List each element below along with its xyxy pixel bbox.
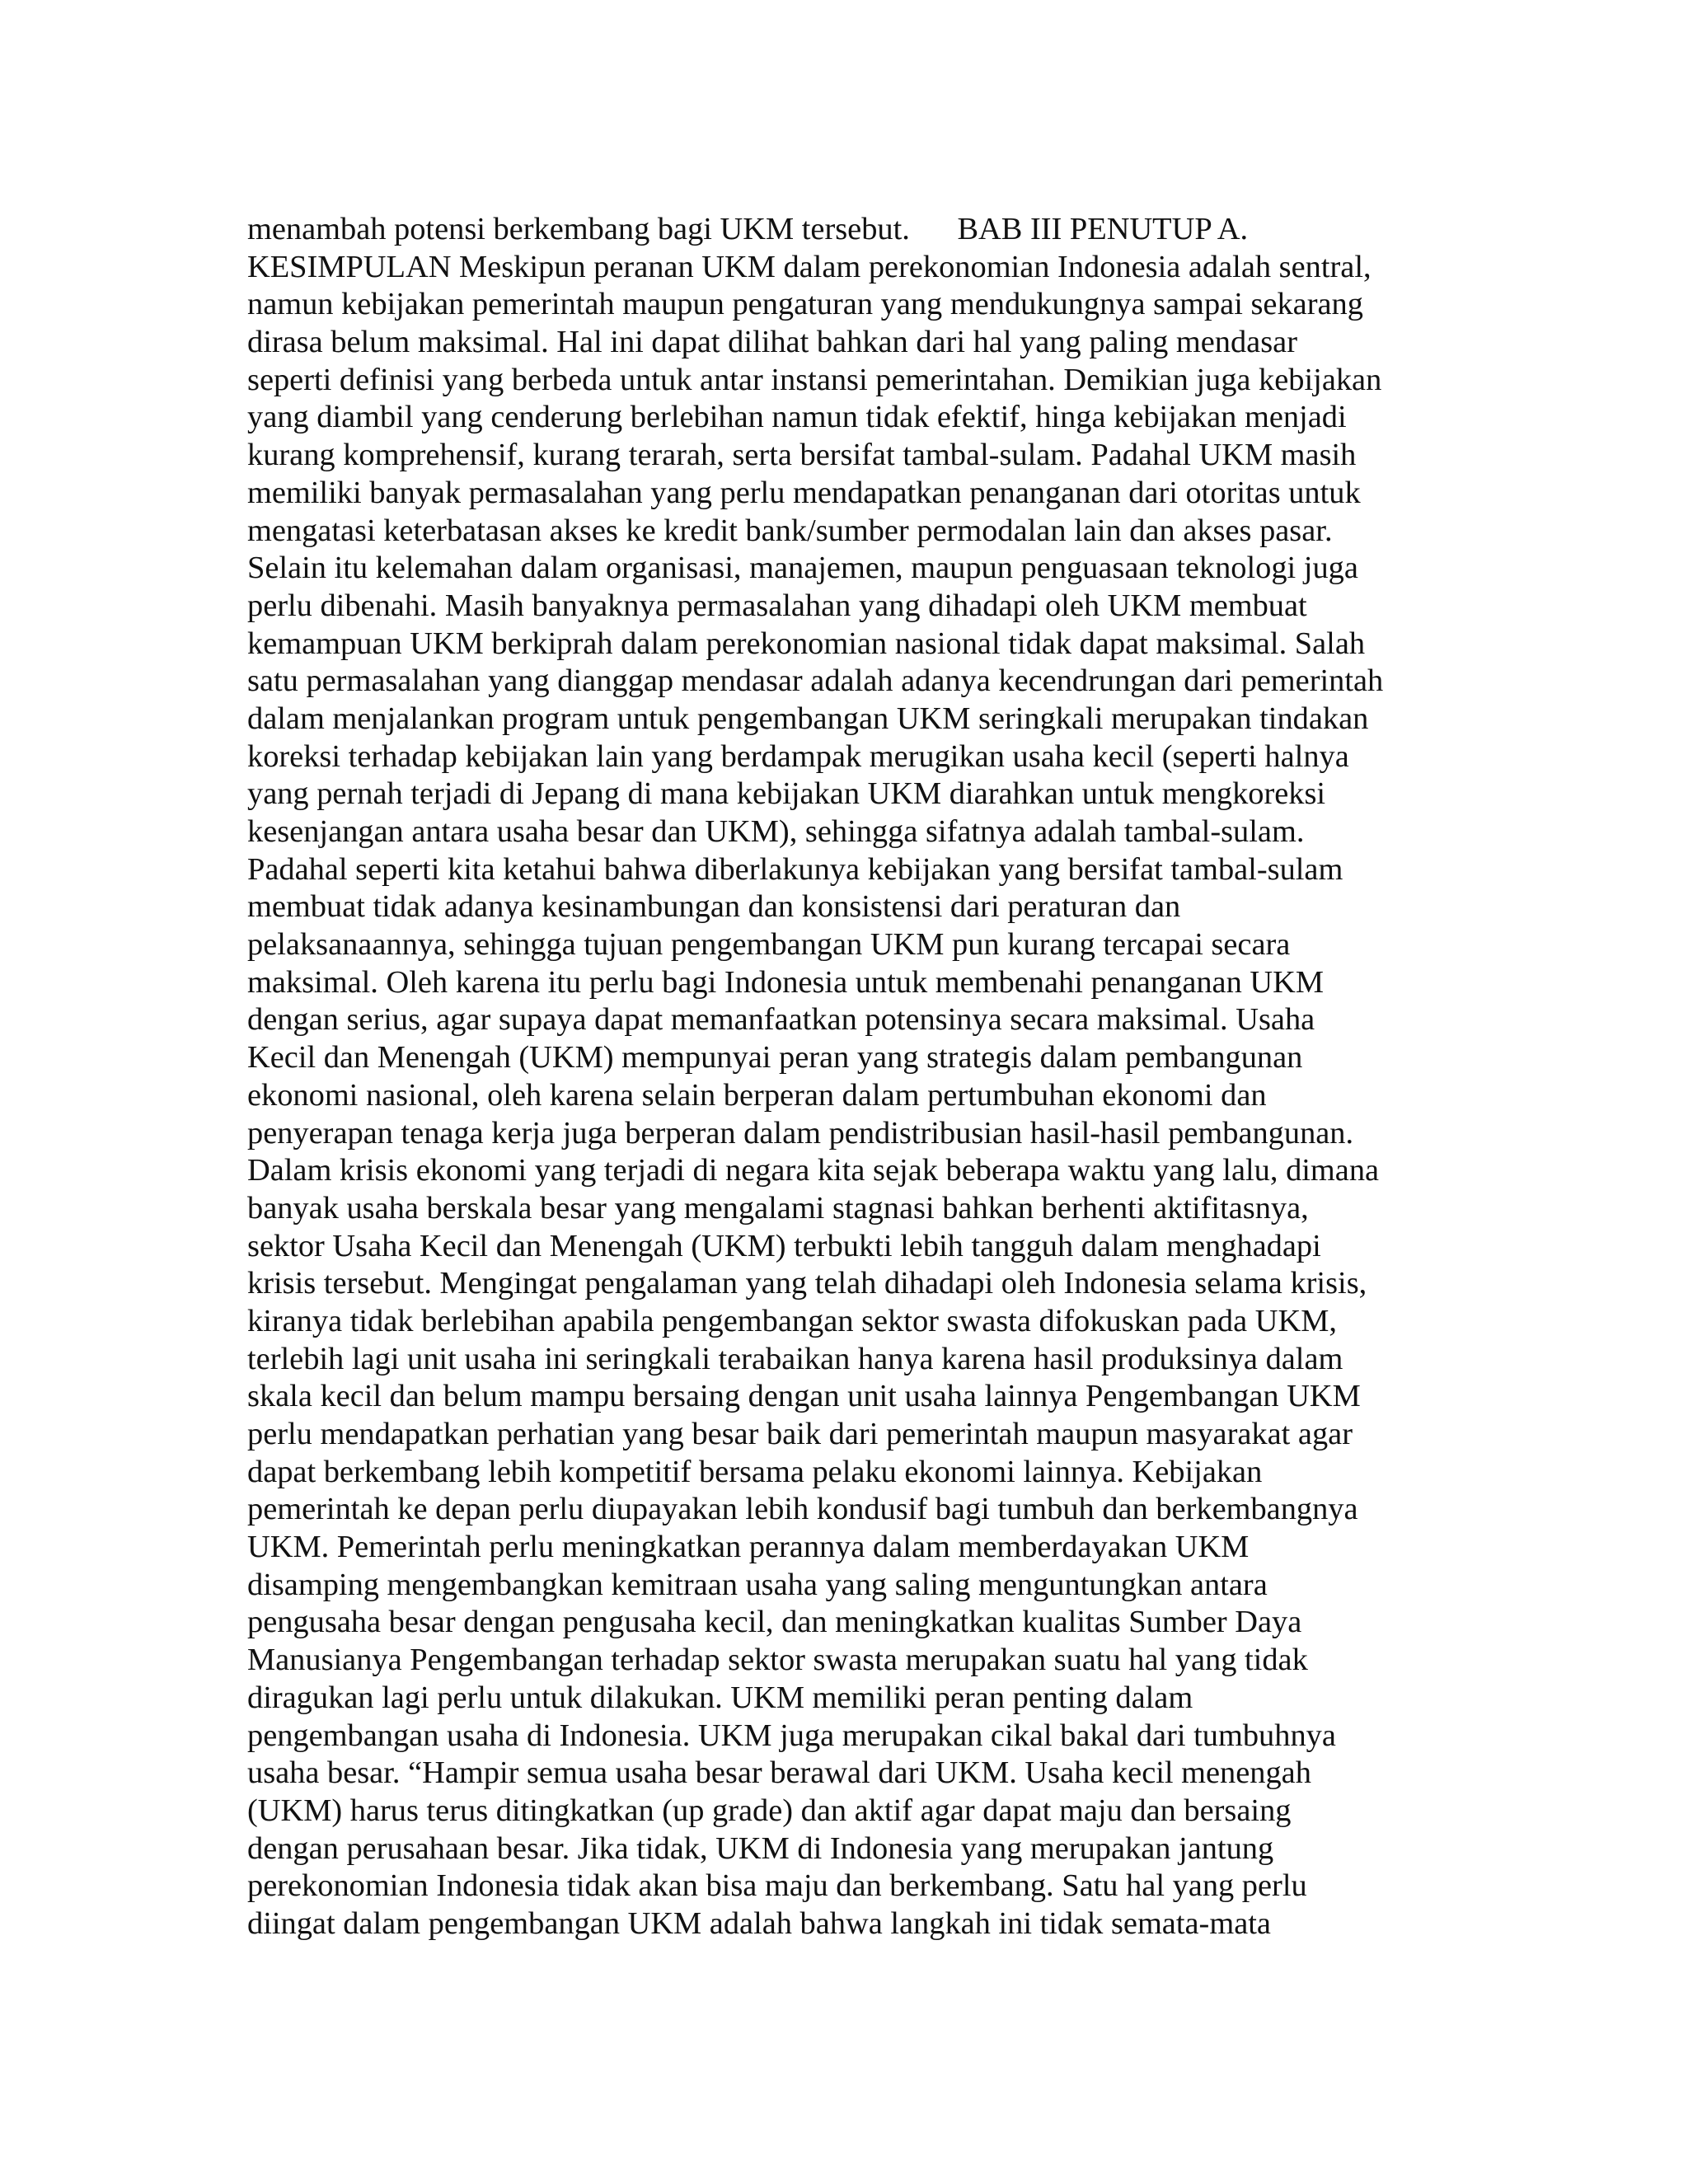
text-line: disamping mengembangkan kemitraan usaha yang saling menguntungkan antara [247, 1567, 1268, 1602]
text-line: dirasa belum maksimal. Hal ini dapat dilihat bahkan dari hal yang paling mendasar [247, 325, 1297, 360]
text-line: Manusianya Pengembangan terhadap sektor swasta merupakan suatu hal yang tidak [247, 1643, 1308, 1678]
text-line: namun kebijakan pemerintah maupun pengaturan yang mendukungnya sampai sekarang [247, 287, 1363, 322]
text-line: kemampuan UKM berkiprah dalam perekonomian nasional tidak dapat maksimal. Salah [247, 626, 1366, 661]
text-line: perekonomian Indonesia tidak akan bisa maju dan berkembang. Satu hal yang perlu [247, 1868, 1307, 1904]
text-line: dengan serius, agar supaya dapat memanfaatkan potensinya secara maksimal. Usaha [247, 1002, 1315, 1038]
text-line: Kecil dan Menengah (UKM) mempunyai peran yang strategis dalam pembangunan [247, 1040, 1303, 1076]
text-line: Selain itu kelemahan dalam organisasi, manajemen, maupun penguasaan teknologi juga [247, 551, 1358, 586]
text-line: KESIMPULAN Meskipun peranan UKM dalam perekonomian Indonesia adalah sentral, [247, 249, 1372, 284]
text-line: pemerintah ke depan perlu diupayakan lebih kondusif bagi tumbuh dan berkembangnya [247, 1492, 1358, 1527]
text-line: membuat tidak adanya kesinambungan dan konsistensi dari peraturan dan [247, 889, 1181, 925]
text-line: yang diambil yang cenderung berlebihan namun tidak efektif, hinga kebijakan menjadi [247, 400, 1347, 435]
text-line: skala kecil dan belum mampu bersaing dengan unit usaha lainnya Pengembangan UKM [247, 1379, 1361, 1414]
text-line: Padahal seperti kita ketahui bahwa diberlakunya kebijakan yang bersifat tambal-sulam [247, 851, 1343, 887]
text-line: kiranya tidak berlebihan apabila pengembangan sektor swasta difokuskan pada UKM, [247, 1303, 1337, 1338]
text-line: usaha besar. “Hampir semua usaha besar berawal dari UKM. Usaha kecil menengah [247, 1755, 1311, 1791]
text-line: yang pernah terjadi di Jepang di mana kebijakan UKM diarahkan untuk mengkoreksi [247, 776, 1326, 812]
text-line: dapat berkembang lebih kompetitif bersama pelaku ekonomi lainnya. Kebijakan [247, 1454, 1263, 1489]
text-line: pengusaha besar dengan pengusaha kecil, dan meningkatkan kualitas Sumber Daya [247, 1605, 1302, 1640]
text-line: dengan perusahaan besar. Jika tidak, UKM di Indonesia yang merupakan jantung [247, 1830, 1274, 1866]
text-line: diragukan lagi perlu untuk dilakukan. UKM memiliki peran penting dalam [247, 1680, 1193, 1715]
text-line: kurang komprehensif, kurang terarah, serta bersifat tambal-sulam. Padahal UKM masih [247, 438, 1357, 473]
text-line: pengembangan usaha di Indonesia. UKM juga merupakan cikal bakal dari tumbuhnya [247, 1718, 1336, 1753]
text-line: perlu mendapatkan perhatian yang besar baik dari pemerintah maupun masyarakat agar [247, 1417, 1353, 1451]
text-line: koreksi terhadap kebijakan lain yang berdampak merugikan usaha kecil (seperti halnya [247, 738, 1349, 774]
text-line: pelaksanaannya, sehingga tujuan pengembangan UKM pun kurang tercapai secara [247, 927, 1291, 963]
text-line: satu permasalahan yang dianggap mendasar adalah adanya kecendrungan dari pemerintah [247, 663, 1384, 699]
text-line: krisis tersebut. Mengingat pengalaman yang telah dihadapi oleh Indonesia selama krisis, [247, 1266, 1367, 1301]
text-line: sektor Usaha Kecil dan Menengah (UKM) terbukti lebih tangguh dalam menghadapi [247, 1228, 1321, 1263]
body-text [247, 211, 1442, 1943]
text-line: terlebih lagi unit usaha ini seringkali terabaikan hanya karena hasil produksinya dalam [247, 1341, 1343, 1376]
text-line: kesenjangan antara usaha besar dan UKM), sehingga sifatnya adalah tambal-sulam. [247, 814, 1305, 849]
text-line: ekonomi nasional, oleh karena selain berperan dalam pertumbuhan ekonomi dan [247, 1077, 1267, 1113]
text-line: mengatasi keterbatasan akses ke kredit bank/sumber permodalan lain dan akses pasar. [247, 513, 1333, 548]
text-line: penyerapan tenaga kerja juga berperan dalam pendistribusian hasil-hasil pembangunan. [247, 1115, 1354, 1151]
text-line: banyak usaha berskala besar yang mengalami stagnasi bahkan berhenti aktifitasnya, [247, 1190, 1309, 1226]
text-line: UKM. Pemerintah perlu meningkatkan perannya dalam memberdayakan UKM [247, 1530, 1250, 1565]
text-line: menambah potensi berkembang bagi UKM tersebut. BAB III PENUTUP A. [247, 212, 1249, 246]
text-line: diingat dalam pengembangan UKM adalah bahwa langkah ini tidak semata-mata [247, 1905, 1271, 1941]
text-line: maksimal. Oleh karena itu perlu bagi Indonesia untuk membenahi penanganan UKM [247, 964, 1324, 1000]
text-line: seperti definisi yang berbeda untuk antar instansi pemerintahan. Demikian juga kebijakan [247, 362, 1382, 397]
text-line: (UKM) harus terus ditingkatkan (up grade) dan aktif agar dapat maju dan bersaing [247, 1793, 1292, 1828]
text-line: dalam menjalankan program untuk pengembangan UKM seringkali merupakan tindakan [247, 701, 1369, 736]
text-line: perlu dibenahi. Masih banyaknya permasalahan yang dihadapi oleh UKM membuat [247, 588, 1307, 623]
text-line: Dalam krisis ekonomi yang terjadi di negara kita sejak beberapa waktu yang lalu, dimana [247, 1153, 1380, 1188]
text-line: memiliki banyak permasalahan yang perlu mendapatkan penanganan dari otoritas untuk [247, 475, 1361, 510]
